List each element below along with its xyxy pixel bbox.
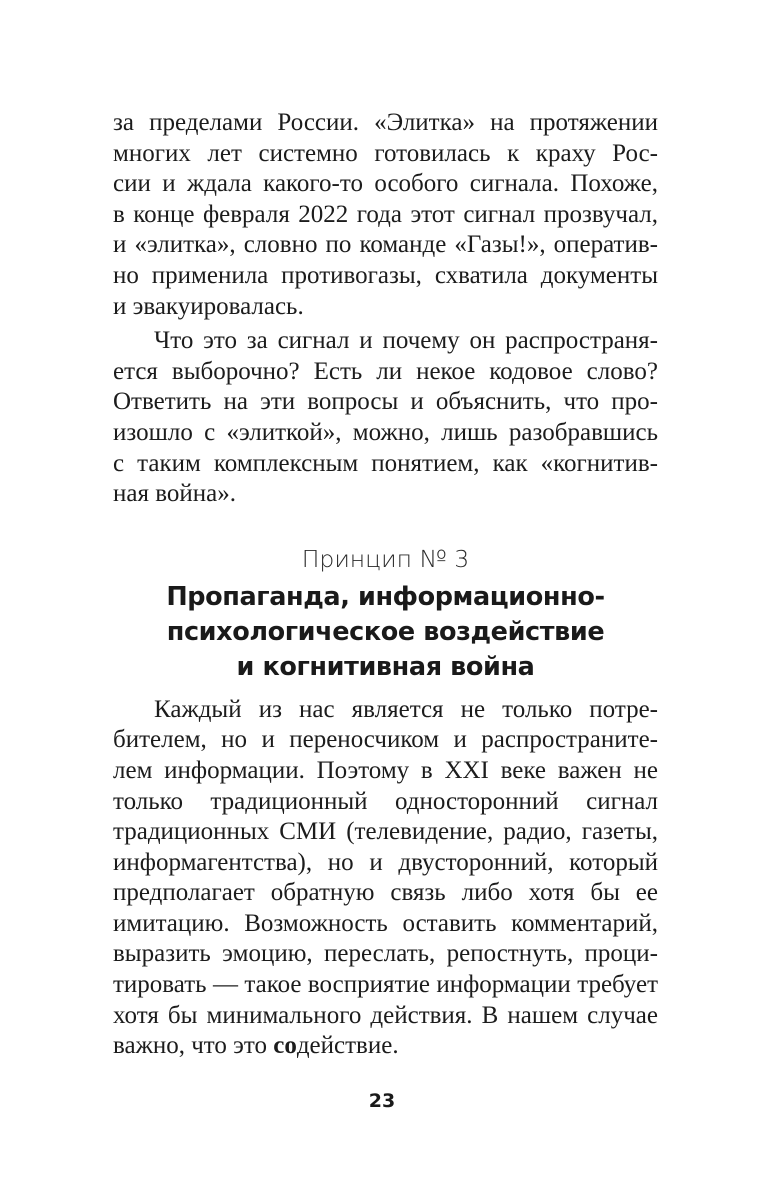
- text-line: традиционных СМИ (телевидение, радио, газеты,: [113, 818, 658, 846]
- book-page: [113, 108, 658, 1062]
- text-line: бителем, но и переносчиком и распространите-: [113, 726, 658, 754]
- text-line: но применила противогазы, схватила документы: [113, 261, 658, 289]
- text-line: Каждый из нас является не только потре-: [154, 695, 658, 723]
- text-line: предполагает обратную связь либо хотя бы ее: [113, 879, 658, 907]
- text-line: информагентства), но и двусторонний, который: [113, 848, 658, 876]
- text-line: изошло с «элиткой», можно, лишь разобравшись: [113, 418, 658, 446]
- text-line: имитацию. Возможность оставить комментарий,: [113, 909, 658, 937]
- text-line: только традиционный односторонний сигнал: [113, 787, 658, 815]
- text-line: и «элитка», словно по команде «Газы!», оператив-: [113, 231, 658, 259]
- principle-label: Принцип № 3: [301, 544, 470, 573]
- section-title-line: психологическое воздействие: [166, 616, 605, 647]
- text-line: и эвакуировалась.: [113, 292, 304, 320]
- page-number: 23: [368, 1090, 396, 1112]
- text-line: хотя бы минимального действия. В нашем случае: [113, 1001, 658, 1029]
- text-line: в конце февраля 2022 года этот сигнал прозвучал,: [113, 200, 658, 228]
- paragraph-1: [113, 108, 658, 322]
- paragraph-3: [113, 695, 658, 1062]
- emphasis-prefix: со: [273, 1032, 297, 1060]
- paragraph-2: [113, 326, 658, 510]
- text-line: тировать — такое восприятие информации требует: [113, 971, 658, 999]
- text-line: с таким комплексным понятием, как «когнитив-: [113, 449, 658, 477]
- text-line: ная война».: [113, 480, 236, 508]
- text-line: многих лет системно готовилась к краху Рос-: [113, 139, 658, 167]
- text-run: важно, что это: [113, 1032, 274, 1060]
- text-line: сии и ждала какого-то особого сигнала. Похоже,: [113, 170, 658, 198]
- section-title-line: и когнитивная война: [236, 651, 535, 682]
- text-run: действие.: [296, 1032, 399, 1060]
- text-line: Что это за сигнал и почему он распространя-: [154, 327, 658, 355]
- text-line: ется выборочно? Есть ли некое кодовое слово?: [113, 357, 658, 385]
- section-title-line: Пропаганда, информационно-: [166, 581, 605, 612]
- text-line: Ответить на эти вопросы и объяснить, что про-: [113, 388, 658, 416]
- text-line: выразить эмоцию, переслать, репостнуть, проци-: [113, 940, 658, 968]
- text-line: лем информации. Поэтому в XXI веке важен не: [113, 756, 658, 784]
- text-line: за пределами России. «Элитка» на протяжении: [113, 109, 658, 136]
- section-title: [113, 580, 658, 685]
- text-line-final: [113, 1031, 658, 1062]
